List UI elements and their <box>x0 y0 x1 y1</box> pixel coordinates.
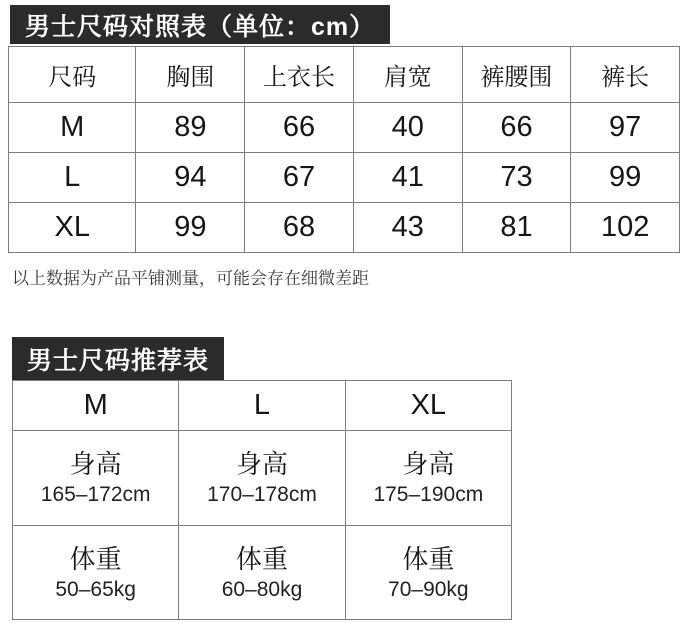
value-cell: 66 <box>245 103 354 153</box>
recommendation-title-badge: 男士尺码推荐表 <box>12 337 224 380</box>
table-row-size-m <box>9 103 680 153</box>
height-range: 170–178cm <box>207 483 317 506</box>
measurement-note: 以上数据为产品平铺测量，可能会存在细微差距 <box>12 269 369 288</box>
height-range: 165–172cm <box>40 483 151 506</box>
recommendation-header-row <box>13 381 512 431</box>
weight-cell-l <box>179 526 345 620</box>
value-cell: 66 <box>462 103 571 153</box>
column-header-m: M <box>13 381 179 431</box>
table-row-height <box>13 431 512 526</box>
value-cell: 102 <box>571 203 680 253</box>
height-cell-m <box>13 431 179 526</box>
column-header-l: L <box>179 381 345 431</box>
weight-range: 60–80kg <box>221 577 303 601</box>
height-range: 175–190cm <box>373 483 484 506</box>
column-header-pants-length: 裤长 <box>571 47 680 103</box>
column-header-pants-waist: 裤腰围 <box>462 47 571 103</box>
weight-label: 体重 <box>402 543 455 574</box>
size-chart-title-badge: 男士尺码对照表（单位：cm） <box>10 5 390 44</box>
value-cell: 89 <box>136 103 245 153</box>
height-cell-xl <box>345 431 511 526</box>
table-row-size-xl <box>9 203 680 253</box>
height-label: 身高 <box>235 449 288 479</box>
value-cell: 99 <box>136 203 245 253</box>
size-cell: M <box>9 103 136 153</box>
weight-cell-xl <box>345 526 511 620</box>
value-cell: 67 <box>245 153 354 203</box>
height-label: 身高 <box>402 449 455 479</box>
weight-cell-m <box>13 526 179 620</box>
value-cell: 40 <box>353 103 462 153</box>
size-cell: L <box>9 153 136 203</box>
value-cell: 68 <box>245 203 354 253</box>
size-recommendation-table <box>12 380 512 620</box>
size-comparison-header-row <box>9 47 680 103</box>
height-cell-l <box>179 431 345 526</box>
weight-range: 50–65kg <box>55 577 136 601</box>
size-comparison-table <box>8 46 680 253</box>
value-cell: 99 <box>571 153 680 203</box>
weight-label: 体重 <box>69 543 122 574</box>
value-cell: 97 <box>571 103 680 153</box>
value-cell: 81 <box>462 203 571 253</box>
value-cell: 94 <box>136 153 245 203</box>
column-header-xl: XL <box>345 381 511 431</box>
column-header-chest: 胸围 <box>136 47 245 103</box>
height-label: 身高 <box>69 449 122 479</box>
column-header-top-length: 上衣长 <box>245 47 354 103</box>
weight-range: 70–90kg <box>388 577 469 601</box>
value-cell: 43 <box>353 203 462 253</box>
column-header-size: 尺码 <box>9 47 136 103</box>
table-row-size-l <box>9 153 680 203</box>
column-header-shoulder: 肩宽 <box>353 47 462 103</box>
value-cell: 73 <box>462 153 571 203</box>
value-cell: 41 <box>353 153 462 203</box>
size-cell: XL <box>9 203 136 253</box>
weight-label: 体重 <box>235 543 288 574</box>
table-row-weight <box>13 526 512 620</box>
